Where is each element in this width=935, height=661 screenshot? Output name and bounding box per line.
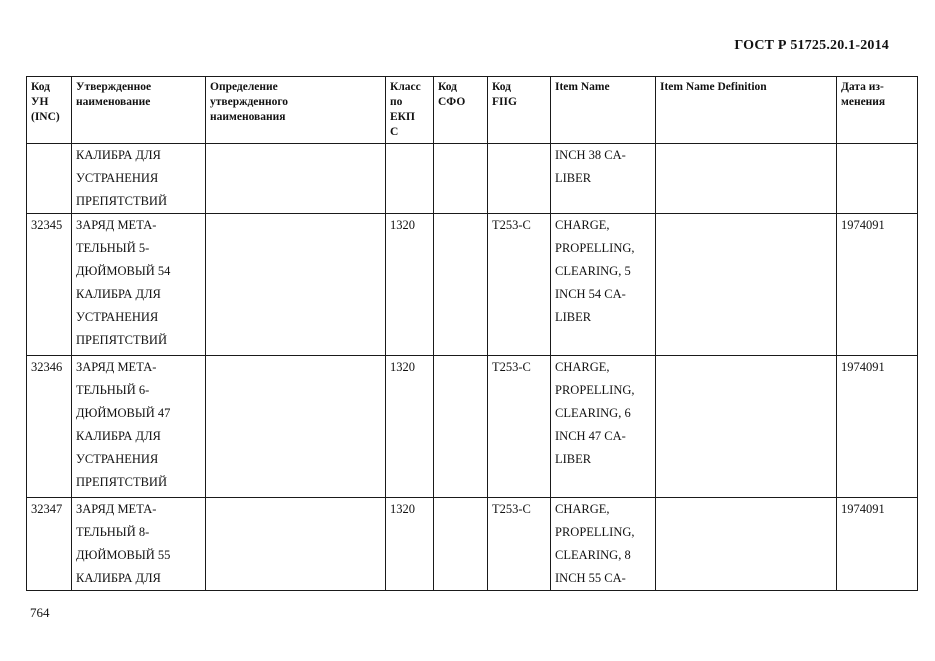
cell-definition xyxy=(206,498,386,591)
cell-item-name: CHARGE, PROPELLING, CLEARING, 6 INCH 47 CA- LIBER xyxy=(551,356,656,498)
catalog-table xyxy=(26,76,918,591)
table-row xyxy=(27,214,918,356)
cell-approved-name: ЗАРЯД МЕТА- ТЕЛЬНЫЙ 8- ДЮЙМОВЫЙ 55 КАЛИБРА ДЛЯ xyxy=(72,498,206,591)
cell-definition xyxy=(206,214,386,356)
col-header-item-name: Item Name xyxy=(551,77,656,144)
cell-item-name: CHARGE, PROPELLING, CLEARING, 5 INCH 54 CA- LIBER xyxy=(551,214,656,356)
cell-class: 1320 xyxy=(386,356,434,498)
cell-inc: 32346 xyxy=(27,356,72,498)
cell-fiig: T253-C xyxy=(488,356,551,498)
cell-sfo xyxy=(434,144,488,214)
cell-change-date xyxy=(837,144,918,214)
cell-inc: 32345 xyxy=(27,214,72,356)
cell-item-name: INCH 38 CA- LIBER xyxy=(551,144,656,214)
cell-fiig: T253-C xyxy=(488,214,551,356)
cell-item-name-definition xyxy=(656,214,837,356)
cell-sfo xyxy=(434,498,488,591)
cell-inc xyxy=(27,144,72,214)
cell-change-date: 1974091 xyxy=(837,214,918,356)
table-row xyxy=(27,498,918,591)
table-row xyxy=(27,356,918,498)
col-header-class: Класс по ЕКП С xyxy=(386,77,434,144)
cell-item-name-definition xyxy=(656,498,837,591)
cell-class: 1320 xyxy=(386,498,434,591)
cell-sfo xyxy=(434,356,488,498)
col-header-definition: Определение утвержденного наименования xyxy=(206,77,386,144)
cell-sfo xyxy=(434,214,488,356)
cell-approved-name: КАЛИБРА ДЛЯ УСТРАНЕНИЯ ПРЕПЯТСТВИЙ xyxy=(72,144,206,214)
cell-definition xyxy=(206,356,386,498)
cell-item-name: CHARGE, PROPELLING, CLEARING, 8 INCH 55 CA- xyxy=(551,498,656,591)
cell-change-date: 1974091 xyxy=(837,498,918,591)
col-header-change-date: Дата из- менения xyxy=(837,77,918,144)
document-code: ГОСТ Р 51725.20.1-2014 xyxy=(734,38,889,53)
cell-approved-name: ЗАРЯД МЕТА- ТЕЛЬНЫЙ 5- ДЮЙМОВЫЙ 54 КАЛИБРА ДЛЯ УСТРАНЕНИЯ ПРЕПЯТСТВИЙ xyxy=(72,214,206,356)
cell-fiig xyxy=(488,144,551,214)
table-row xyxy=(27,144,918,214)
cell-class xyxy=(386,144,434,214)
cell-inc: 32347 xyxy=(27,498,72,591)
col-header-sfo: Код СФО xyxy=(434,77,488,144)
page-number: 764 xyxy=(30,605,50,620)
cell-item-name-definition xyxy=(656,356,837,498)
cell-class: 1320 xyxy=(386,214,434,356)
cell-approved-name: ЗАРЯД МЕТА- ТЕЛЬНЫЙ 6- ДЮЙМОВЫЙ 47 КАЛИБРА ДЛЯ УСТРАНЕНИЯ ПРЕПЯТСТВИЙ xyxy=(72,356,206,498)
col-header-item-name-definition: Item Name Definition xyxy=(656,77,837,144)
cell-change-date: 1974091 xyxy=(837,356,918,498)
cell-definition xyxy=(206,144,386,214)
table-header-row xyxy=(27,77,918,144)
col-header-approved-name: Утвержденное наименование xyxy=(72,77,206,144)
cell-fiig: T253-C xyxy=(488,498,551,591)
col-header-inc: Код УН (INC) xyxy=(27,77,72,144)
col-header-fiig: Код FIIG xyxy=(488,77,551,144)
cell-item-name-definition xyxy=(656,144,837,214)
